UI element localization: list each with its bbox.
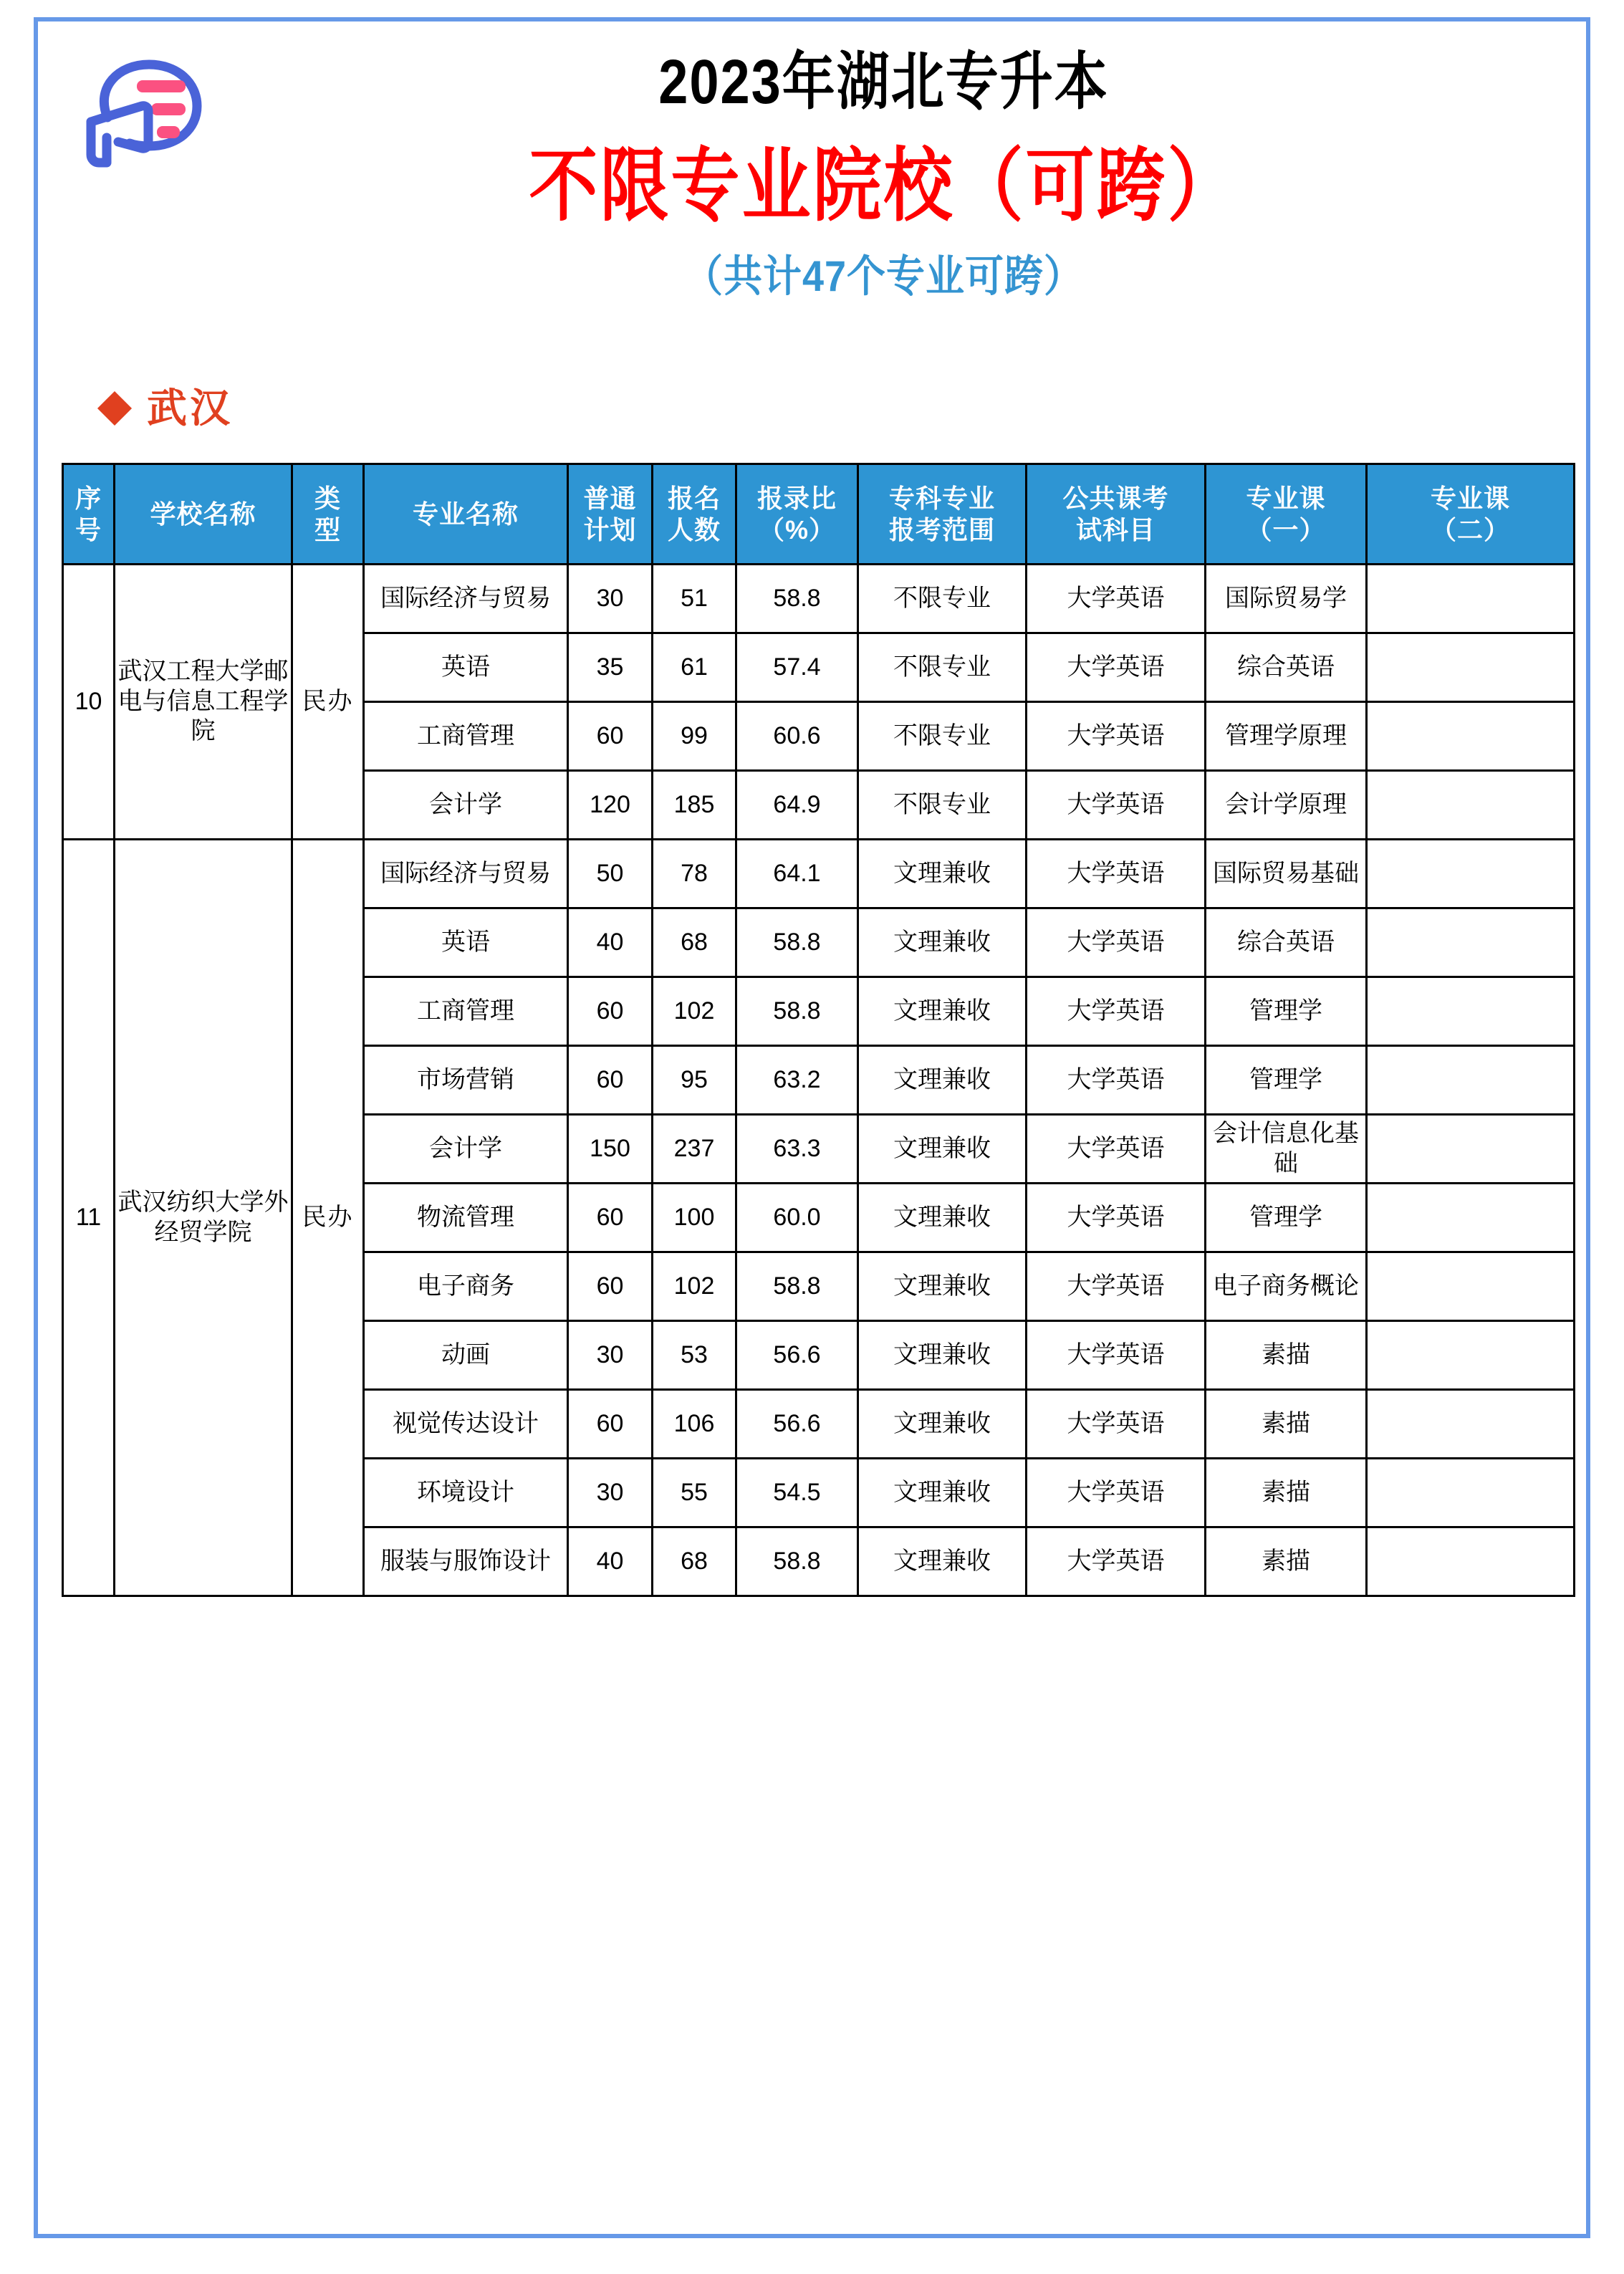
page-subtitle: （共计47个专业可跨） bbox=[683, 251, 1084, 301]
cell-scope: 文理兼收 bbox=[858, 1115, 1027, 1184]
cell-plan-count: 50 bbox=[568, 840, 653, 908]
megaphone-speech-bubble-icon bbox=[74, 52, 210, 173]
cell-public-course: 大学英语 bbox=[1027, 1184, 1206, 1252]
cell-ratio: 56.6 bbox=[736, 1390, 858, 1459]
cell-major-course-2 bbox=[1367, 1046, 1575, 1115]
cell-school-name: 武汉纺织大学外经贸学院 bbox=[115, 840, 292, 1596]
cell-major-name: 国际经济与贸易 bbox=[364, 840, 568, 908]
cell-ratio: 58.8 bbox=[736, 908, 858, 977]
table-row bbox=[63, 565, 1575, 633]
cell-index: 11 bbox=[63, 840, 115, 1596]
header-line: 序 bbox=[75, 484, 102, 514]
cell-plan-count: 60 bbox=[568, 977, 653, 1046]
cell-plan-count: 30 bbox=[568, 1459, 653, 1527]
cell-public-course: 大学英语 bbox=[1027, 908, 1206, 977]
cell-public-course: 大学英语 bbox=[1027, 1115, 1206, 1184]
cell-major-course-2 bbox=[1367, 1459, 1575, 1527]
header-line: 报名 bbox=[667, 484, 721, 514]
cell-major-course-1: 素描 bbox=[1206, 1527, 1367, 1596]
cell-major-course-2 bbox=[1367, 1321, 1575, 1390]
cell-public-course: 大学英语 bbox=[1027, 565, 1206, 633]
column-header-index bbox=[63, 464, 115, 565]
cell-major-name: 动画 bbox=[364, 1321, 568, 1390]
cell-public-course: 大学英语 bbox=[1027, 633, 1206, 702]
cell-applicant-count: 237 bbox=[653, 1115, 736, 1184]
cell-plan-count: 60 bbox=[568, 1390, 653, 1459]
cell-school-type: 民办 bbox=[292, 840, 364, 1596]
cell-major-course-1: 素描 bbox=[1206, 1459, 1367, 1527]
cell-applicant-count: 51 bbox=[653, 565, 736, 633]
cell-major-name: 英语 bbox=[364, 908, 568, 977]
header-line: 类 bbox=[314, 484, 341, 514]
cell-scope: 文理兼收 bbox=[858, 1527, 1027, 1596]
column-header-applicants bbox=[653, 464, 736, 565]
cell-public-course: 大学英语 bbox=[1027, 1252, 1206, 1321]
cell-ratio: 64.9 bbox=[736, 771, 858, 840]
header-line: 号 bbox=[75, 514, 102, 544]
cell-applicant-count: 106 bbox=[653, 1390, 736, 1459]
cell-applicant-count: 102 bbox=[653, 977, 736, 1046]
column-header-major-course-2 bbox=[1367, 464, 1575, 565]
cell-public-course: 大学英语 bbox=[1027, 1321, 1206, 1390]
cell-major-name: 工商管理 bbox=[364, 977, 568, 1046]
page-title-highlight: 不限专业院校（可跨） bbox=[529, 141, 1239, 231]
cell-plan-count: 40 bbox=[568, 1527, 653, 1596]
cell-major-name: 视觉传达设计 bbox=[364, 1390, 568, 1459]
header-line: （%） bbox=[758, 514, 835, 544]
cell-scope: 文理兼收 bbox=[858, 1252, 1027, 1321]
cell-applicant-count: 55 bbox=[653, 1459, 736, 1527]
cell-applicant-count: 53 bbox=[653, 1321, 736, 1390]
header-line: 计划 bbox=[583, 514, 637, 544]
document-header bbox=[38, 21, 1586, 373]
cell-applicant-count: 102 bbox=[653, 1252, 736, 1321]
cell-major-course-1: 国际贸易基础 bbox=[1206, 840, 1367, 908]
header-line: 专业课 bbox=[1246, 484, 1326, 514]
column-header-plan bbox=[568, 464, 653, 565]
header-line: （一） bbox=[1246, 514, 1326, 544]
table-row bbox=[63, 840, 1575, 908]
cell-major-course-2 bbox=[1367, 565, 1575, 633]
cell-scope: 不限专业 bbox=[858, 565, 1027, 633]
header-line: 学校名称 bbox=[150, 499, 256, 529]
cell-plan-count: 30 bbox=[568, 565, 653, 633]
cell-scope: 文理兼收 bbox=[858, 840, 1027, 908]
page-frame bbox=[34, 17, 1590, 2238]
cell-major-course-1: 会计信息化基础 bbox=[1206, 1115, 1367, 1184]
cell-major-course-2 bbox=[1367, 1252, 1575, 1321]
cell-public-course: 大学英语 bbox=[1027, 771, 1206, 840]
diamond-bullet-icon bbox=[97, 391, 132, 426]
cell-major-course-1: 综合英语 bbox=[1206, 908, 1367, 977]
cell-plan-count: 30 bbox=[568, 1321, 653, 1390]
cell-major-name: 电子商务 bbox=[364, 1252, 568, 1321]
cell-ratio: 58.8 bbox=[736, 977, 858, 1046]
cell-public-course: 大学英语 bbox=[1027, 840, 1206, 908]
cell-plan-count: 35 bbox=[568, 633, 653, 702]
table-body bbox=[63, 565, 1575, 1596]
cell-scope: 文理兼收 bbox=[858, 1046, 1027, 1115]
header-line: 人数 bbox=[667, 514, 721, 544]
cell-plan-count: 120 bbox=[568, 771, 653, 840]
cell-scope: 不限专业 bbox=[858, 633, 1027, 702]
cell-major-course-2 bbox=[1367, 977, 1575, 1046]
cell-scope: 文理兼收 bbox=[858, 977, 1027, 1046]
cell-major-course-2 bbox=[1367, 1115, 1575, 1184]
cell-plan-count: 60 bbox=[568, 1184, 653, 1252]
cell-major-course-1: 管理学 bbox=[1206, 977, 1367, 1046]
cell-applicant-count: 68 bbox=[653, 1527, 736, 1596]
header-line: 专科专业 bbox=[888, 484, 995, 514]
cell-major-name: 市场营销 bbox=[364, 1046, 568, 1115]
cell-public-course: 大学英语 bbox=[1027, 1527, 1206, 1596]
cell-ratio: 58.8 bbox=[736, 1252, 858, 1321]
column-header-school bbox=[115, 464, 292, 565]
column-header-scope bbox=[858, 464, 1027, 565]
cell-ratio: 60.0 bbox=[736, 1184, 858, 1252]
cell-applicant-count: 185 bbox=[653, 771, 736, 840]
header-line: 型 bbox=[314, 514, 341, 544]
column-header-public-course bbox=[1027, 464, 1206, 565]
cell-ratio: 58.8 bbox=[736, 565, 858, 633]
cell-index: 10 bbox=[63, 565, 115, 840]
cell-major-course-2 bbox=[1367, 1527, 1575, 1596]
header-line: 公共课考 bbox=[1062, 484, 1169, 514]
cell-public-course: 大学英语 bbox=[1027, 1459, 1206, 1527]
cell-scope: 文理兼收 bbox=[858, 1390, 1027, 1459]
cell-scope: 文理兼收 bbox=[858, 1321, 1027, 1390]
admissions-table bbox=[62, 463, 1575, 1597]
header-line: 报考范围 bbox=[888, 514, 995, 544]
header-line: 普通 bbox=[583, 484, 637, 514]
cell-ratio: 63.3 bbox=[736, 1115, 858, 1184]
column-header-major-course-1 bbox=[1206, 464, 1367, 565]
cell-major-course-2 bbox=[1367, 1390, 1575, 1459]
cell-ratio: 56.6 bbox=[736, 1321, 858, 1390]
cell-applicant-count: 78 bbox=[653, 840, 736, 908]
cell-applicant-count: 68 bbox=[653, 908, 736, 977]
cell-applicant-count: 100 bbox=[653, 1184, 736, 1252]
cell-school-name: 武汉工程大学邮电与信息工程学院 bbox=[115, 565, 292, 840]
cell-ratio: 54.5 bbox=[736, 1459, 858, 1527]
cell-major-course-2 bbox=[1367, 840, 1575, 908]
cell-plan-count: 60 bbox=[568, 702, 653, 771]
cell-major-name: 国际经济与贸易 bbox=[364, 565, 568, 633]
column-header-major bbox=[364, 464, 568, 565]
cell-ratio: 60.6 bbox=[736, 702, 858, 771]
cell-major-course-1: 电子商务概论 bbox=[1206, 1252, 1367, 1321]
cell-major-course-1: 管理学原理 bbox=[1206, 702, 1367, 771]
cell-major-course-2 bbox=[1367, 633, 1575, 702]
cell-major-name: 会计学 bbox=[364, 771, 568, 840]
table-header-row bbox=[63, 464, 1575, 565]
page-title-main: 2023年湖北专升本 bbox=[658, 46, 1109, 117]
cell-major-name: 英语 bbox=[364, 633, 568, 702]
cell-plan-count: 150 bbox=[568, 1115, 653, 1184]
cell-school-type: 民办 bbox=[292, 565, 364, 840]
cell-plan-count: 60 bbox=[568, 1252, 653, 1321]
cell-major-course-1: 素描 bbox=[1206, 1321, 1367, 1390]
cell-ratio: 57.4 bbox=[736, 633, 858, 702]
cell-major-course-2 bbox=[1367, 771, 1575, 840]
cell-scope: 不限专业 bbox=[858, 702, 1027, 771]
cell-applicant-count: 95 bbox=[653, 1046, 736, 1115]
cell-public-course: 大学英语 bbox=[1027, 702, 1206, 771]
cell-major-course-1: 管理学 bbox=[1206, 1046, 1367, 1115]
cell-plan-count: 40 bbox=[568, 908, 653, 977]
cell-public-course: 大学英语 bbox=[1027, 1390, 1206, 1459]
region-label: 武汉 bbox=[147, 385, 233, 431]
cell-applicant-count: 99 bbox=[653, 702, 736, 771]
header-line: （二） bbox=[1430, 514, 1510, 544]
column-header-ratio bbox=[736, 464, 858, 565]
column-header-type bbox=[292, 464, 364, 565]
header-line: 专业名称 bbox=[412, 499, 519, 529]
cell-scope: 文理兼收 bbox=[858, 1184, 1027, 1252]
cell-public-course: 大学英语 bbox=[1027, 1046, 1206, 1115]
cell-major-name: 物流管理 bbox=[364, 1184, 568, 1252]
cell-major-course-1: 素描 bbox=[1206, 1390, 1367, 1459]
cell-applicant-count: 61 bbox=[653, 633, 736, 702]
cell-scope: 文理兼收 bbox=[858, 908, 1027, 977]
header-line: 试科目 bbox=[1075, 514, 1155, 544]
cell-ratio: 63.2 bbox=[736, 1046, 858, 1115]
cell-ratio: 58.8 bbox=[736, 1527, 858, 1596]
cell-major-name: 服装与服饰设计 bbox=[364, 1527, 568, 1596]
cell-major-course-2 bbox=[1367, 1184, 1575, 1252]
title-block bbox=[224, 43, 1543, 301]
cell-major-course-1: 国际贸易学 bbox=[1206, 565, 1367, 633]
cell-ratio: 64.1 bbox=[736, 840, 858, 908]
cell-major-course-1: 综合英语 bbox=[1206, 633, 1367, 702]
cell-major-course-2 bbox=[1367, 908, 1575, 977]
cell-public-course: 大学英语 bbox=[1027, 977, 1206, 1046]
admissions-table-wrapper bbox=[62, 463, 1573, 1597]
cell-major-name: 会计学 bbox=[364, 1115, 568, 1184]
header-line: 报录比 bbox=[756, 484, 837, 514]
region-heading bbox=[102, 385, 233, 431]
header-line: 专业课 bbox=[1430, 484, 1510, 514]
cell-major-course-2 bbox=[1367, 702, 1575, 771]
cell-plan-count: 60 bbox=[568, 1046, 653, 1115]
cell-scope: 文理兼收 bbox=[858, 1459, 1027, 1527]
cell-major-course-1: 管理学 bbox=[1206, 1184, 1367, 1252]
cell-major-name: 工商管理 bbox=[364, 702, 568, 771]
cell-major-course-1: 会计学原理 bbox=[1206, 771, 1367, 840]
cell-scope: 不限专业 bbox=[858, 771, 1027, 840]
cell-major-name: 环境设计 bbox=[364, 1459, 568, 1527]
